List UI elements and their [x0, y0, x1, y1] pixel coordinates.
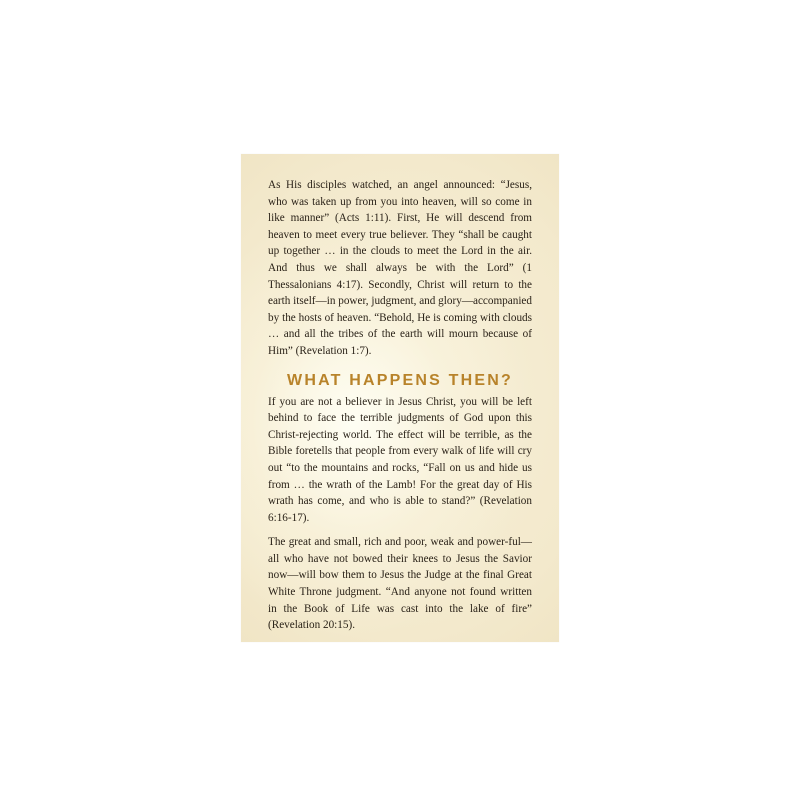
paragraph-left-behind: If you are not a believer in Jesus Christ, you will be left behind to face the terrible judgments of God upon this Christ-rejecting world. The effect will be terrible, as the Bible foretells that people from every walk of life will cry out “to the mountains and rocks, “Fall on us and hide us from … the wrath of the Lamb! For the great day of His wrath has come, and who is able to stand?” (Revelation 6:16-17).	[268, 395, 532, 524]
paragraph-second-coming: As His disciples watched, an angel announced: “Jesus, who was taken up from you into heaven, will so come in like manner” (Acts 1:11). First, He will descend from heaven to meet every true believer. They “shall be caught up together … in the clouds to meet the Lord in the air. And thus we shall always be with the Lord” (1 Thessalonians 4:17). Secondly, Christ will return to the earth itself—in power, judgment, and glory—accompanied by the hosts of heaven. “Behold, He is coming with clouds … and all the tribes of the earth will mourn because of Him” (Revelation 1:7).	[268, 179, 532, 357]
tract-content	[268, 177, 532, 634]
tract-card	[241, 154, 559, 642]
section-heading: WHAT HAPPENS THEN?	[287, 371, 513, 389]
paragraph-judgment: The great and small, rich and poor, weak and power-ful—all who have not bowed their knees to Jesus the Savior now—will bow them to Jesus the Judge at the final Great White Throne judgment. “And anyone not found written in the Book of Life was cast into the lake of fire” (Revelation 20:15).	[268, 536, 532, 632]
